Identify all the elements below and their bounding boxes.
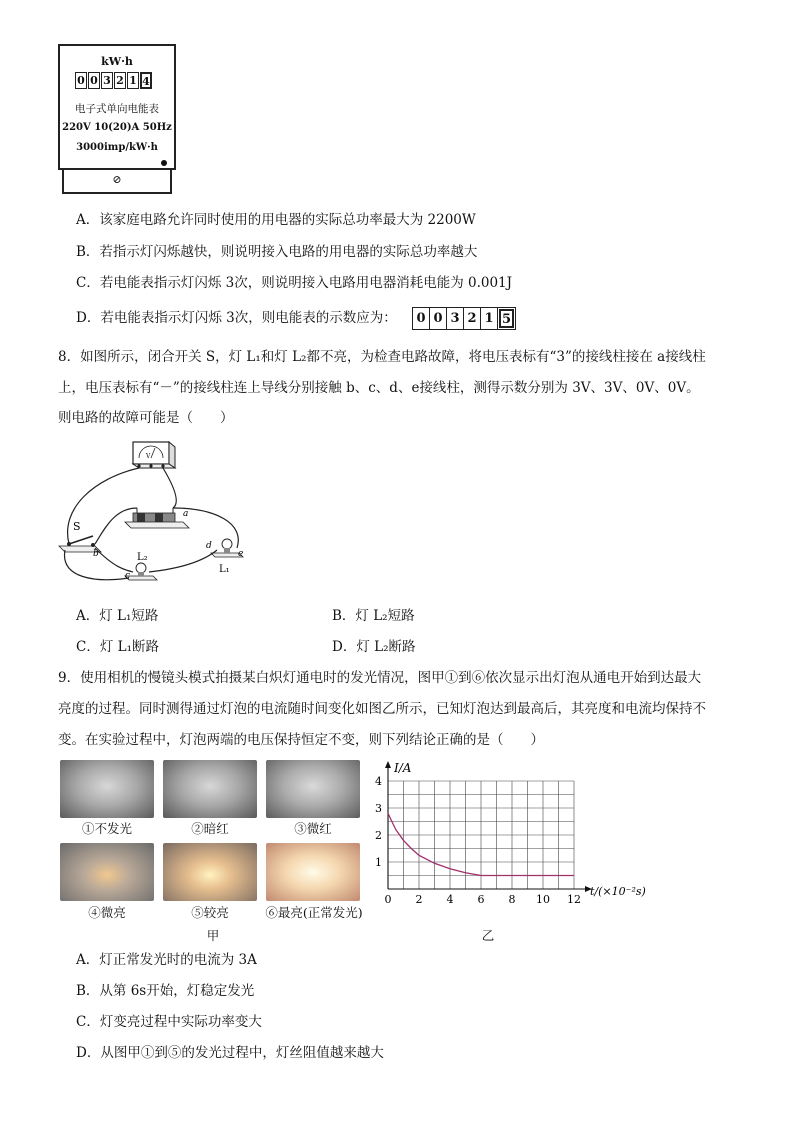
photo-caption-1: ①不发光 [81, 821, 132, 836]
photo-caption-4: ④微亮 [88, 905, 126, 920]
battery-icon [125, 508, 189, 528]
x-tick-label: 2 [415, 893, 423, 906]
y-tick-label: 2 [375, 829, 382, 842]
option-digit: 0 [413, 308, 430, 329]
bulb-photo-3 [266, 760, 360, 818]
q9-text-line3: 变。在实验过程中，灯泡两端的电压保持恒定不变，则下列结论正确的是（ ） [58, 732, 544, 748]
q9-option-c: C．灯变亮过程中实际功率变大 [76, 1014, 262, 1030]
label-l1: L₁ [219, 564, 230, 575]
meter-unit: kW·h [101, 55, 133, 68]
bulb-photo-1 [60, 760, 154, 818]
photo-caption-2: ②暗红 [191, 821, 229, 836]
q8-text-line3: 则电路的故障可能是（ ） [58, 410, 234, 426]
chart-axes [385, 761, 592, 892]
q9-option-b: B．从第 6s开始，灯稳定发光 [76, 983, 255, 999]
x-tick-label: 10 [536, 893, 550, 906]
meter-name: 电子式单向电能表 [75, 103, 159, 115]
electric-meter [58, 44, 176, 170]
q9-text-line1: 9．使用相机的慢镜头模式拍摄某白炽灯通电时的发光情况，图甲①到⑥依次显示出灯泡从通电开始到达最大 [58, 670, 702, 686]
chart-grid [388, 781, 574, 889]
y-tick-label: 1 [375, 856, 382, 869]
photo-caption-3: ③微红 [294, 821, 332, 836]
photo-caption-6: ⑥最亮(正常发光) [265, 905, 363, 920]
current-time-chart [362, 756, 646, 921]
meter-digit: 0 [88, 72, 100, 89]
q9-option-d: D．从图甲①到⑤的发光过程中，灯丝阻值越来越大 [76, 1045, 384, 1061]
q7-option-a: A．该家庭电路允许同时使用的用电器的实际总功率最大为 2200W [76, 212, 476, 228]
q9-option-a: A．灯正常发光时的电流为 3A [76, 952, 257, 968]
q8-option-c: C．灯 L₁断路 [76, 639, 159, 655]
q7-option-d-digits [412, 307, 516, 330]
bulb-photo-6 [266, 843, 360, 901]
x-axis-label: t/(×10⁻²s) [590, 885, 646, 898]
figure-b-label: 乙 [481, 928, 495, 943]
x-tick-label: 6 [477, 893, 485, 906]
x-tick-label: 0 [384, 893, 392, 906]
meter-digit: 3 [101, 72, 113, 89]
meter-digit: 2 [114, 72, 126, 89]
option-digit: 0 [430, 308, 447, 329]
option-digit: 2 [464, 308, 481, 329]
y-tick-label: 3 [375, 802, 382, 815]
bulb-photo-5 [163, 843, 257, 901]
photo-caption-5: ⑤较亮 [191, 905, 229, 920]
option-digit: 5 [499, 309, 514, 328]
q7-option-b: B．若指示灯闪烁越快，则说明接入电路的用电器的实际总功率越大 [76, 244, 478, 260]
option-digit: 3 [447, 308, 464, 329]
meter-imp: 3000imp/kW·h [76, 142, 158, 153]
q8-text-line2: 上，电压表标有“－”的接线柱连上导线分别接触 b、c、d、e接线柱，测得示数分别为 3V、3V、0V、0V。 [58, 380, 700, 396]
q8-option-d: D．灯 L₂断路 [332, 639, 416, 655]
q8-option-b: B．灯 L₂短路 [332, 608, 415, 624]
x-tick-label: 8 [508, 893, 516, 906]
option-digit: 1 [481, 308, 498, 329]
label-l2: L₂ [137, 552, 148, 563]
voltmeter-icon [133, 442, 175, 468]
meter-digit: 0 [75, 72, 87, 89]
label-e: e [238, 549, 244, 559]
y-axis-arrow [385, 761, 391, 768]
y-axis-label: I/A [394, 761, 412, 775]
q8-text-line1: 8．如图所示，闭合开关 S，灯 L₁和灯 L₂都不亮，为检查电路故障，将电压表标有“3”的接线柱接在 a接线柱 [58, 349, 706, 365]
meter-base [62, 170, 172, 194]
label-d: d [206, 541, 212, 551]
figure-a-label: 甲 [206, 928, 220, 943]
x-tick-label: 4 [446, 893, 454, 906]
bulb-photo-4 [60, 843, 154, 901]
circuit-diagram [55, 438, 270, 588]
label-b: b [93, 549, 99, 559]
label-v: V [146, 453, 151, 460]
q8-option-a: A．灯 L₁短路 [76, 608, 159, 624]
meter-digits [75, 72, 153, 89]
q9-text-line2: 亮度的过程。同时测得通过灯泡的电流随时间变化如图乙所示，已知灯泡达到最高后，其亮度和电流均保持不 [58, 701, 706, 717]
indicator-light [161, 160, 167, 166]
x-tick-label: 12 [567, 893, 581, 906]
bulb-photo-2 [163, 760, 257, 818]
meter-foot-symbol: ⊘ [112, 173, 122, 186]
q7-option-c: C．若电能表指示灯闪烁 3次，则说明接入电路用电器消耗电能为 0.001J [76, 275, 513, 291]
q7-option-d: D．若电能表指示灯闪烁 3次，则电能表的示数应为： [76, 310, 397, 326]
meter-spec: 220V 10(20)A 50Hz [62, 122, 172, 133]
meter-digit: 1 [127, 72, 139, 89]
meter-digit: 4 [140, 72, 152, 89]
label-c: c [125, 571, 131, 581]
y-tick-label: 4 [375, 775, 382, 788]
label-a: a [183, 509, 189, 519]
label-s: S [73, 520, 81, 533]
